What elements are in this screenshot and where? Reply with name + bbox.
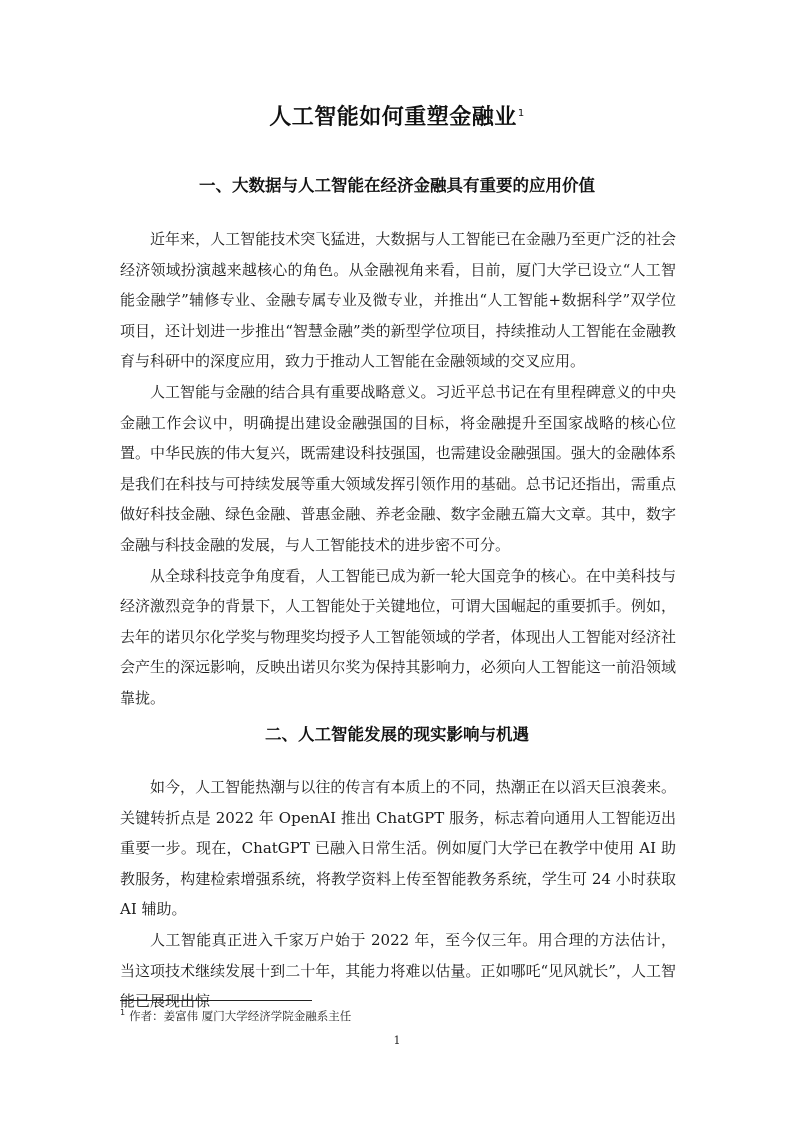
- section-2-body: [120, 772, 676, 1017]
- footnote: [120, 1008, 351, 1024]
- title-footnote-marker[interactable]: 1: [517, 107, 525, 119]
- title-text: 人工智能如何重塑金融业: [269, 105, 517, 130]
- section-heading-2: 二、人工智能发展的现实影响与机遇: [265, 725, 529, 744]
- page-number: 1: [393, 1034, 401, 1047]
- paragraph: 如今，人工智能热潮与以往的传言有本质上的不同，热潮正在以滔天巨浪袭来。关键转折点是 2022 年 OpenAI 推出 ChatGPT 服务，标志着向通用人工智能迈出重要一步。现在，ChatGPT 已融入日常生活。例如厦门大学已在教学中使用 AI 助教服务，构建检索增强系统，将教学资料上传至智能教务系统，学生可 24 小时获取 AI 辅助。: [120, 778, 676, 919]
- footnote-divider: [120, 1000, 312, 1001]
- paragraph: 人工智能真正进入千家万户始于 2022 年，至今仅三年。用合理的方法估计，当这项技术继续发展十到二十年，其能力将难以估量。正如哪吒“见风就长”，人工智能已展现出惊: [120, 930, 676, 1011]
- footnote-text: 作者：姜富伟 厦门大学经济学院金融系主任: [129, 1009, 352, 1023]
- paragraph: 近年来，人工智能技术突飞猛进，大数据与人工智能已在金融乃至更广泛的社会经济领域扮演越来越核心的角色。从金融视角来看，目前，厦门大学已设立“人工智能金融学”辅修专业、金融专属专业及微专业，并推出“人工智能+数据科学”双学位项目，还计划进一步推出“智慧金融”类的新型学位项目，持续推动人工智能在金融教育与科研中的深度应用，致力于推动人工智能在金融领域的交叉应用。: [120, 230, 676, 371]
- paragraph: 人工智能与金融的结合具有重要战略意义。习近平总书记在有里程碑意义的中央金融工作会议中，明确提出建设金融强国的目标，将金融提升至国家战略的核心位置。中华民族的伟大复兴，既需建设科技强国，也需建设金融强国。强大的金融体系是我们在科技与可持续发展等重大领域发挥引领作用的基础。总书记还指出，需重点做好科技金融、绿色金融、普惠金融、养老金融、数字金融五篇大文章。其中，数字金融与科技金融的发展，与人工智能技术的进步密不可分。: [120, 382, 676, 554]
- paragraph: 从全球科技竞争角度看，人工智能已成为新一轮大国竞争的核心。在中美科技与经济激烈竞争的背景下，人工智能处于关键地位，可谓大国崛起的重要抓手。例如，去年的诺贝尔化学奖与物理奖均授予人工智能领域的学者，体现出人工智能对经济社会产生的深远影响，反映出诺贝尔奖为保持其影响力，必须向人工智能这一前沿领域靠拢。: [120, 566, 676, 707]
- footnote-marker: 1: [120, 1008, 126, 1018]
- section-1-body: [120, 224, 676, 714]
- section-heading-1: 一、大数据与人工智能在经济金融具有重要的应用价值: [199, 176, 595, 195]
- document-title: [0, 100, 794, 131]
